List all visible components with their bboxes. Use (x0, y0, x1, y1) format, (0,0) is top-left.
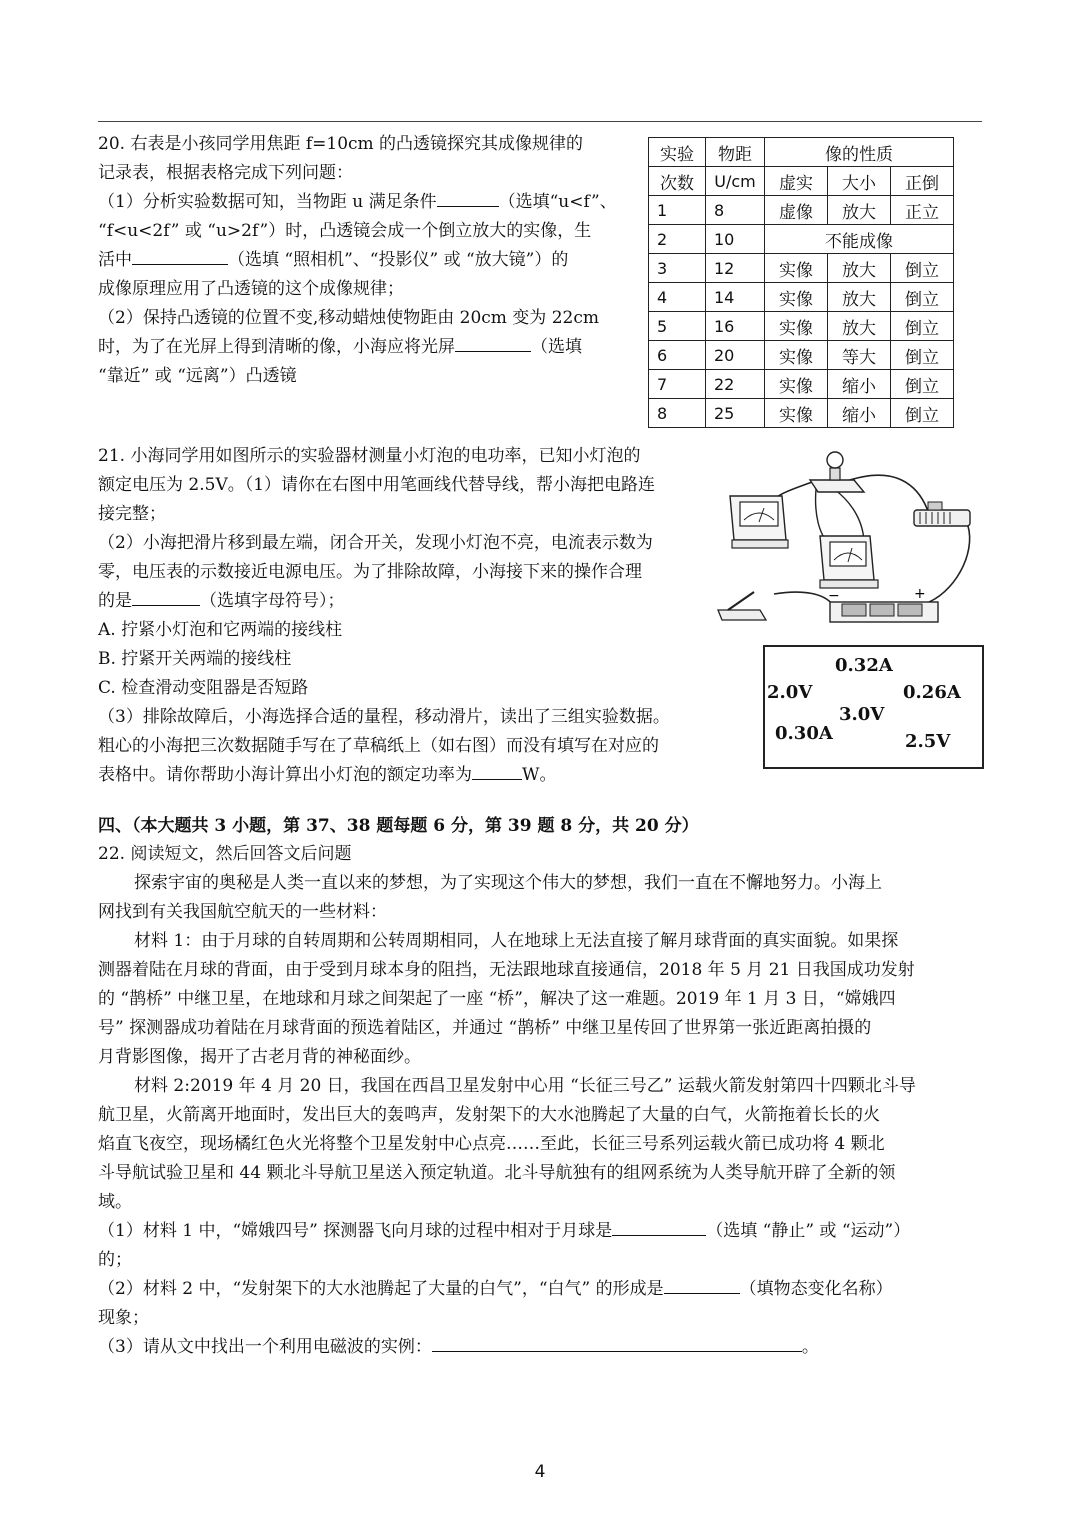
battery (828, 586, 938, 622)
q22-line: 网找到有关我国航空航天的一些材料： (98, 902, 387, 922)
q20-text: 时，为了在光屏上得到清晰的像，小海应将光屏 (98, 337, 455, 357)
table-row (649, 399, 954, 428)
table-row (649, 254, 954, 283)
q20-text: 活中 (98, 250, 132, 270)
answer-blank[interactable] (432, 1333, 802, 1352)
q20-text: （选填 “照相机”、“投影仪” 或 “放大镜”）的 (228, 250, 569, 270)
q20-text: （选填“u<f”、 (498, 192, 617, 212)
option-c: C. 检查滑动变阻器是否短路 (98, 678, 309, 698)
q22-text: （填物态变化名称） (739, 1279, 893, 1299)
q22-line: 焰直飞夜空，现场橘红色火光将整个卫星发射中心点亮……至此，长征三号系列运载火箭已成功将 4 颗北 (98, 1134, 885, 1154)
q21-line (98, 587, 738, 616)
table-header-cell: 虚实 (765, 167, 828, 196)
table-cell: 虚像 (765, 196, 828, 225)
answer-blank[interactable] (664, 1275, 740, 1294)
q20-text: （选填 (531, 337, 582, 357)
question-20 (98, 130, 638, 391)
table-row (649, 370, 954, 399)
table-cell: 14 (706, 283, 765, 312)
q22-line: 22. 阅读短文，然后回答文后问题 (98, 844, 352, 864)
table-cell: 实像 (765, 254, 828, 283)
q22-line: 测器着陆在月球的背面，由于受到月球本身的阻挡，无法跟地球直接通信，2018 年 5 月 21 日我国成功发射 (98, 960, 915, 980)
switch (718, 592, 766, 620)
table-cell: 放大 (828, 312, 891, 341)
q20-line: “靠近” 或 “远离”）凸透镜 (98, 366, 297, 386)
table-cell: 25 (706, 399, 765, 428)
table-cell: 等大 (828, 341, 891, 370)
answer-blank[interactable] (455, 333, 531, 352)
table-cell: 20 (706, 341, 765, 370)
table-row (649, 312, 954, 341)
table-cell: 实像 (765, 370, 828, 399)
q20-line: “f<u<2f” 或 “u>2f”）时，凸透镜会成一个倒立放大的实像，生 (98, 221, 592, 241)
q22-line (98, 1275, 982, 1304)
table-cell: 7 (649, 370, 706, 399)
q22-text: （2）材料 2 中，“发射架下的大水池腾起了大量的白气”，“白气” 的形成是 (98, 1279, 664, 1299)
q22-line (98, 1333, 982, 1362)
q20-line (98, 333, 638, 362)
table-cell: 6 (649, 341, 706, 370)
table-cell: 缩小 (828, 399, 891, 428)
answer-blank[interactable] (132, 246, 228, 265)
table-cell: 10 (706, 225, 765, 254)
q22-text: 。 (801, 1337, 819, 1357)
question-22 (98, 840, 982, 1362)
table-cell: 正立 (891, 196, 954, 225)
q22-line: 材料 2:2019 年 4 月 20 日，我国在西昌卫星发射中心用 “长征三号乙” 运载火箭发射第四十四颗北斗导 (134, 1076, 916, 1096)
ammeter (730, 496, 788, 548)
table-row (649, 196, 954, 225)
q22-line: 探索宇宙的奥秘是人类一直以来的梦想，为了实现这个伟大的梦想，我们一直在不懈地努力。小海上 (134, 873, 882, 893)
q21-text: 的是 (98, 591, 132, 611)
table-cell: 12 (706, 254, 765, 283)
q21-line (98, 761, 738, 790)
table-cell: 放大 (828, 196, 891, 225)
q22-line: 材料 1：由于月球的自转周期和公转周期相同，人在地球上无法直接了解月球背面的真实面貌。如果探 (134, 931, 899, 951)
table-cell: 放大 (828, 283, 891, 312)
answer-blank[interactable] (437, 188, 499, 207)
table-cell: 倒立 (891, 399, 954, 428)
wire (844, 475, 929, 514)
answer-blank[interactable] (612, 1217, 706, 1236)
option-a: A. 拧紧小灯泡和它两端的接线柱 (98, 620, 343, 640)
q21-line: 21. 小海同学用如图所示的实验器材测量小灯泡的电功率，已知小灯泡的 (98, 446, 641, 466)
table-cell: 实像 (765, 312, 828, 341)
lamp (810, 452, 864, 492)
table-cell: 22 (706, 370, 765, 399)
table-header-cell: 正倒 (891, 167, 954, 196)
q22-text: （1）材料 1 中，“嫦娥四号” 探测器飞向月球的过程中相对于月球是 (98, 1221, 613, 1241)
table-cell: 5 (649, 312, 706, 341)
table-cell: 8 (649, 399, 706, 428)
q22-text: （3）请从文中找出一个利用电磁波的实例： (98, 1337, 432, 1357)
q20-line (98, 188, 638, 217)
q20-line: 20. 右表是小孩同学用焦距 f=10cm 的凸透镜探究其成像规律的 (98, 134, 584, 154)
answer-blank[interactable] (472, 761, 522, 780)
lens-data-table (648, 137, 954, 428)
q22-line: 航卫星，火箭离开地面时，发出巨大的轰鸣声，发射架下的大水池腾起了大量的白气，火箭拖着长长的火 (98, 1105, 880, 1125)
q21-text: 表格中。请你帮助小海计算出小灯泡的额定功率为 (98, 765, 472, 785)
q21-line: （3）排除故障后，小海选择合适的量程，移动滑片，读出了三组实验数据。 (98, 707, 670, 727)
table-header-cell: 物距 (706, 138, 765, 167)
q22-line: 现象； (98, 1308, 149, 1328)
q22-line (98, 1217, 982, 1246)
page-number: 4 (534, 1462, 546, 1482)
q21-line: 额定电压为 2.5V。（1）请你在右图中用笔画线代替导线，帮小海把电路连 (98, 475, 656, 495)
top-rule (98, 121, 982, 122)
data-value: 3.0V (839, 704, 885, 725)
data-value: 0.30A (775, 723, 833, 744)
q20-text: （1）分析实验数据可知，当物距 u 满足条件 (98, 192, 437, 212)
data-value: 2.0V (767, 682, 813, 703)
table-cell: 2 (649, 225, 706, 254)
battery-minus-label: − (828, 588, 840, 604)
table-cell: 倒立 (891, 312, 954, 341)
question-21 (98, 442, 738, 790)
table-cell: 实像 (765, 341, 828, 370)
q20-line: 成像原理应用了凸透镜的这个成像规律； (98, 279, 404, 299)
q21-line: （2）小海把滑片移到最左端，闭合开关，发现小灯泡不亮，电流表示数为 (98, 533, 653, 553)
rheostat (914, 502, 970, 526)
table-header-cell: 大小 (828, 167, 891, 196)
data-value: 2.5V (905, 731, 951, 752)
q22-line: 号” 探测器成功着陆在月球背面的预选着陆区，并通过 “鹊桥” 中继卫星传回了世界第一张近距离拍摄的 (98, 1018, 872, 1038)
table-cell: 倒立 (891, 254, 954, 283)
table-cell: 实像 (765, 399, 828, 428)
q21-text: W。 (522, 765, 557, 785)
data-value: 0.26A (903, 682, 961, 703)
table-header-cell: U/cm (706, 167, 765, 196)
draft-data-box (763, 645, 984, 769)
option-b: B. 拧紧开关两端的接线柱 (98, 649, 292, 669)
table-cell: 倒立 (891, 341, 954, 370)
q20-line (98, 246, 638, 275)
table-cell: 3 (649, 254, 706, 283)
table-cell: 8 (706, 196, 765, 225)
q22-line: 月背影图像，揭开了古老月背的神秘面纱。 (98, 1047, 421, 1067)
q22-line: 的； (98, 1250, 132, 1270)
voltmeter (820, 536, 878, 588)
table-row (649, 341, 954, 370)
q21-line: 接完整； (98, 504, 166, 524)
table-cell: 放大 (828, 254, 891, 283)
table-header-cell: 像的性质 (765, 138, 954, 167)
wire (774, 592, 832, 604)
q22-line: 斗导航试验卫星和 44 颗北斗导航卫星送入预定轨道。北斗导航独有的组网系统为人类导航开辟了全新的领 (98, 1163, 896, 1183)
circuit-diagram (714, 444, 982, 630)
q22-line: 的 “鹊桥” 中继卫星，在地球和月球之间架起了一座 “桥”，解决了这一难题。2019 年 1 月 3 日，“嫦娥四 (98, 989, 896, 1009)
q21-text: （选填字母符号）； (200, 591, 345, 611)
q21-line: 粗心的小海把三次数据随手写在了草稿纸上（如右图）而没有填写在对应的 (98, 736, 659, 756)
table-row (649, 225, 954, 254)
data-value: 0.32A (835, 655, 893, 676)
table-cell: 倒立 (891, 370, 954, 399)
table-row (649, 283, 954, 312)
q20-line: （2）保持凸透镜的位置不变,移动蜡烛使物距由 20cm 变为 22cm (98, 308, 599, 328)
q22-line: 域。 (98, 1192, 132, 1212)
table-cell: 实像 (765, 283, 828, 312)
answer-blank[interactable] (132, 587, 200, 606)
table-cell: 16 (706, 312, 765, 341)
section-heading: 四、（本大题共 3 小题，第 37、38 题每题 6 分，第 39 题 8 分，共 20 分） (98, 816, 699, 836)
table-header-cell: 实验 (649, 138, 706, 167)
table-cell: 不能成像 (765, 225, 954, 254)
battery-plus-label: + (914, 586, 926, 602)
wire (924, 526, 970, 604)
table-cell: 1 (649, 196, 706, 225)
table-cell: 4 (649, 283, 706, 312)
q22-text: （选填 “静止” 或 “运动”） (706, 1221, 911, 1241)
table-cell: 缩小 (828, 370, 891, 399)
table-header-cell: 次数 (649, 167, 706, 196)
table-cell: 倒立 (891, 283, 954, 312)
q20-line: 记录表，根据表格完成下列问题： (98, 163, 353, 183)
q21-line: 零，电压表的示数接近电源电压。为了排除故障，小海接下来的操作合理 (98, 562, 642, 582)
